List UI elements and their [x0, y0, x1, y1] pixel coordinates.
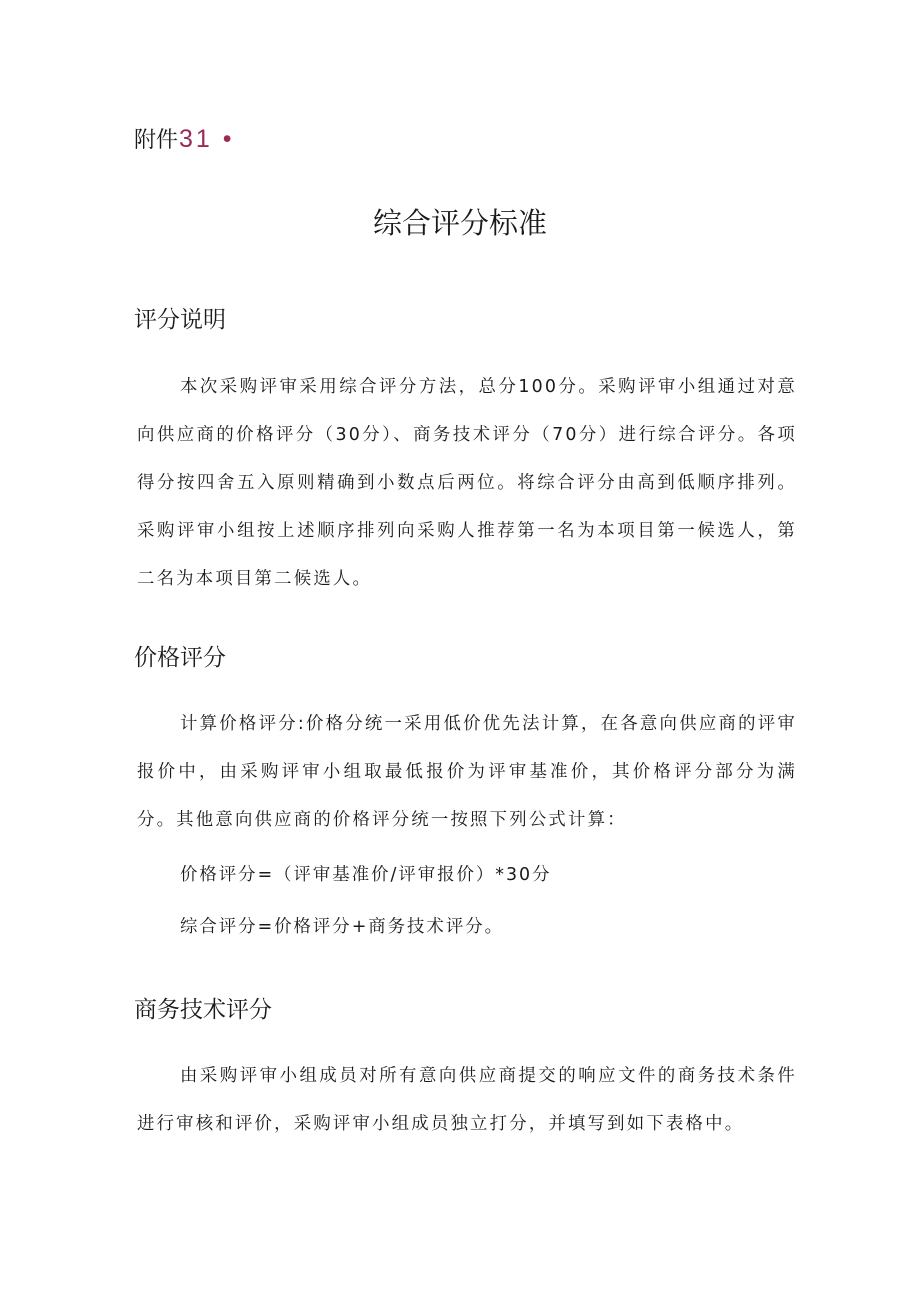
- attachment-text: 附件: [134, 128, 179, 153]
- price-scoring-paragraph: 计算价格评分:价格分统一采用低价优先法计算，在各意向供应商的评审报价中，由采购评审小组取最低报价为评审基准价，其价格评分部分为满分。其他意向供应商的价格评分统一按照下列公式计算：: [137, 714, 797, 830]
- attachment-label: [134, 122, 235, 158]
- section-heading-price-scoring: 价格评分: [134, 645, 226, 671]
- total-score-formula: 综合评分=价格评分+商务技术评分。: [180, 917, 505, 937]
- scoring-notes-paragraph: 本次采购评审采用综合评分方法，总分100分。采购评审小组通过对意向供应商的价格评分（30分）、商务技术评分（70分）进行综合评分。各项得分按四舍五入原则精确到小数点后两位。将综合评分由高到低顺序排列。采购评审小组按上述顺序排列向采购人推荐第一名为本项目第一候选人，第二名为本项目第二候选人。: [137, 377, 797, 589]
- business-tech-paragraph: 由采购评审小组成员对所有意向供应商提交的响应文件的商务技术条件进行审核和评价，采购评审小组成员独立打分，并填写到如下表格中。: [137, 1066, 797, 1134]
- price-formula: 价格评分=（评审基准价/评审报价）*30分: [180, 865, 552, 885]
- page-title: 综合评分标准: [372, 206, 547, 240]
- section-heading-scoring-notes: 评分说明: [134, 307, 226, 333]
- attachment-number: 31 •: [179, 125, 235, 153]
- section-heading-business-tech: 商务技术评分: [134, 997, 272, 1023]
